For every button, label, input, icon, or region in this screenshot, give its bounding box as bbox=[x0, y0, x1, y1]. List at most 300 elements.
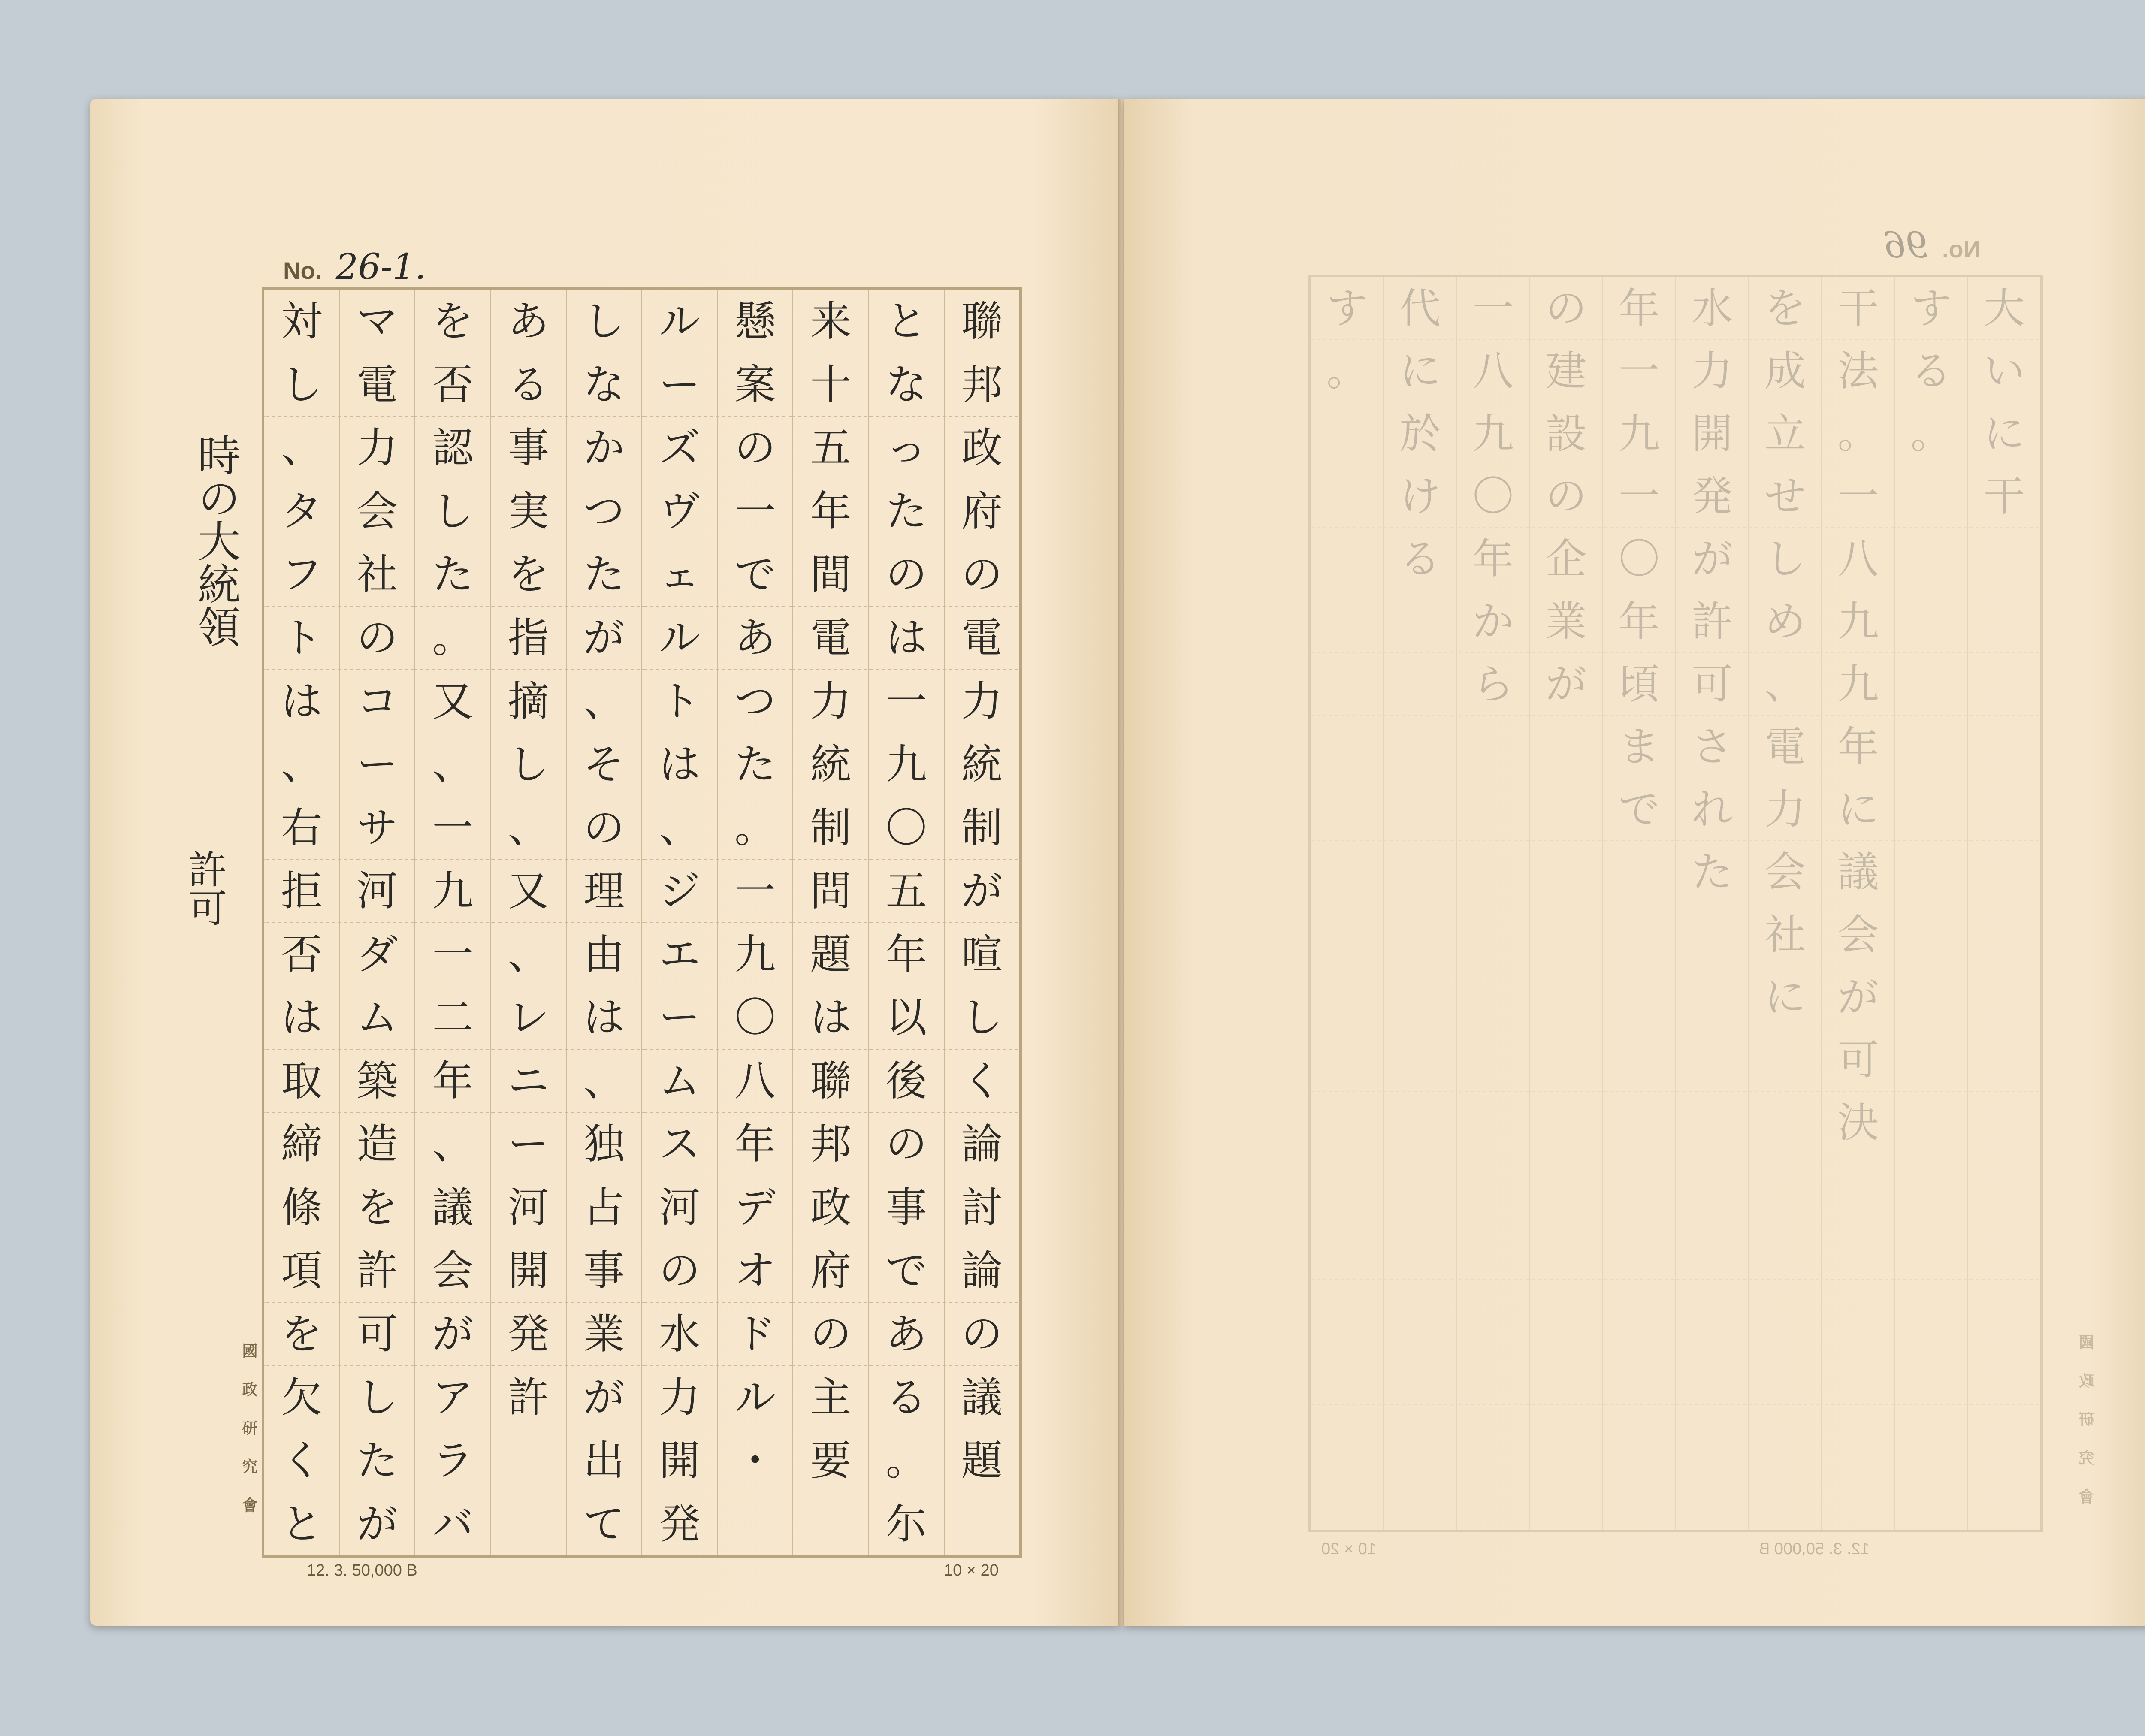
left-page-number bbox=[283, 247, 426, 287]
manuscript-cell bbox=[491, 353, 566, 417]
manuscript-cell bbox=[264, 1239, 339, 1303]
manuscript-cell bbox=[1968, 1342, 2040, 1405]
manuscript-cell bbox=[1749, 465, 1821, 528]
manuscript-cell bbox=[1457, 653, 1529, 716]
manuscript-cell bbox=[340, 1239, 414, 1303]
handwritten-char: 制 bbox=[961, 803, 1003, 852]
handwritten-char: 要 bbox=[810, 1437, 852, 1485]
publisher-stamp: 國政研究會 bbox=[240, 1343, 258, 1536]
handwritten-char: 事 bbox=[508, 424, 549, 472]
handwritten-char: を bbox=[508, 550, 549, 599]
manuscript-cell bbox=[264, 860, 339, 923]
handwritten-char: 力 bbox=[356, 424, 398, 472]
handwritten-char: 摘 bbox=[508, 677, 549, 725]
manuscript-cell bbox=[1457, 1342, 1529, 1405]
handwritten-char: 拒 bbox=[281, 867, 323, 915]
manuscript-cell bbox=[1749, 1029, 1821, 1092]
manuscript-cell bbox=[869, 1050, 944, 1113]
handwritten-char: 〇 bbox=[1618, 534, 1660, 583]
handwritten-char: 、 bbox=[659, 803, 701, 852]
handwritten-char: が bbox=[432, 1310, 474, 1359]
manuscript-cell bbox=[869, 1492, 944, 1555]
manuscript-cell bbox=[1749, 1092, 1821, 1154]
manuscript-cell bbox=[1749, 903, 1821, 966]
manuscript-cell bbox=[1749, 1154, 1821, 1217]
handwritten-char: ・ bbox=[734, 1437, 776, 1485]
manuscript-cell bbox=[1384, 778, 1456, 841]
handwritten-char: 、 bbox=[508, 803, 549, 852]
manuscript-cell bbox=[1384, 277, 1456, 340]
handwritten-char: な bbox=[583, 360, 625, 409]
manuscript-cell bbox=[1530, 716, 1602, 778]
handwritten-char: コ bbox=[356, 677, 398, 725]
handwritten-char: 九 bbox=[1837, 660, 1879, 708]
manuscript-cell bbox=[718, 923, 792, 986]
handwritten-char: 実 bbox=[508, 487, 549, 535]
manuscript-cell bbox=[1530, 1029, 1602, 1092]
manuscript-cell bbox=[793, 1239, 868, 1303]
handwritten-char: ド bbox=[734, 1310, 776, 1359]
handwritten-char: 於 bbox=[1399, 409, 1441, 458]
handwritten-char: 。 bbox=[734, 803, 776, 852]
handwritten-char: 九 bbox=[734, 930, 776, 978]
handwritten-char: 、 bbox=[281, 740, 323, 789]
manuscript-cell bbox=[491, 1050, 566, 1113]
manuscript-cell bbox=[642, 543, 717, 607]
handwritten-char: デ bbox=[734, 1183, 776, 1232]
manuscript-cell bbox=[1530, 1467, 1602, 1530]
handwritten-char: 事 bbox=[885, 1183, 927, 1232]
handwritten-char: 年 bbox=[1618, 284, 1660, 332]
manuscript-cell bbox=[1384, 1342, 1456, 1405]
handwritten-char: 会 bbox=[1837, 910, 1879, 959]
manuscript-cell bbox=[642, 1303, 717, 1366]
manuscript-cell bbox=[718, 543, 792, 607]
manuscript-cell bbox=[793, 1113, 868, 1176]
manuscript-cell bbox=[1749, 590, 1821, 653]
manuscript-cell bbox=[1530, 903, 1602, 966]
manuscript-cell bbox=[1676, 1154, 1748, 1217]
manuscript-cell bbox=[1749, 716, 1821, 778]
handwritten-char: た bbox=[1692, 848, 1733, 896]
manuscript-cell bbox=[1822, 1092, 1894, 1154]
handwritten-char: な bbox=[885, 360, 927, 409]
handwritten-char: 開 bbox=[659, 1437, 701, 1485]
handwritten-char: る bbox=[885, 1373, 927, 1422]
handwritten-char: 成 bbox=[1764, 347, 1806, 395]
manuscript-cell bbox=[415, 796, 490, 860]
handwritten-char: マ bbox=[356, 297, 398, 346]
handwritten-char: 干 bbox=[1837, 284, 1879, 332]
manuscript-cell bbox=[491, 1113, 566, 1176]
manuscript-cell bbox=[1676, 716, 1748, 778]
manuscript-cell bbox=[1895, 1029, 1967, 1092]
handwritten-char: 九 bbox=[432, 867, 474, 915]
manuscript-cell bbox=[1311, 1217, 1383, 1280]
handwritten-char: 右 bbox=[281, 803, 323, 852]
handwritten-char: し bbox=[961, 993, 1003, 1042]
manuscript-cell bbox=[718, 1239, 792, 1303]
handwritten-char: 築 bbox=[356, 1057, 398, 1105]
manuscript-cell bbox=[793, 1366, 868, 1429]
handwritten-char: 会 bbox=[1764, 848, 1806, 896]
handwritten-char: た bbox=[734, 740, 776, 789]
manuscript-cell bbox=[718, 1176, 792, 1240]
handwritten-char: 一 bbox=[432, 803, 474, 852]
handwritten-char: 電 bbox=[810, 614, 852, 662]
handwritten-char: 八 bbox=[1837, 534, 1879, 583]
manuscript-cell bbox=[264, 607, 339, 670]
manuscript-cell bbox=[1603, 465, 1675, 528]
manuscript-cell bbox=[340, 1050, 414, 1113]
manuscript-cell bbox=[1311, 653, 1383, 716]
manuscript-cell bbox=[1895, 1280, 1967, 1342]
handwritten-char: た bbox=[432, 550, 474, 599]
manuscript-cell bbox=[1822, 841, 1894, 903]
handwritten-char: せ bbox=[1764, 472, 1806, 520]
manuscript-cell bbox=[1895, 1092, 1967, 1154]
manuscript-cell bbox=[642, 607, 717, 670]
manuscript-cell bbox=[1311, 1029, 1383, 1092]
manuscript-cell bbox=[1311, 716, 1383, 778]
handwritten-char: 許 bbox=[508, 1373, 549, 1422]
manuscript-cell bbox=[945, 1303, 1019, 1366]
manuscript-column bbox=[1894, 277, 1967, 1530]
manuscript-cell bbox=[1311, 465, 1383, 528]
manuscript-column bbox=[339, 290, 414, 1555]
manuscript-cell bbox=[491, 860, 566, 923]
manuscript-column bbox=[1529, 277, 1602, 1530]
manuscript-cell bbox=[491, 480, 566, 543]
manuscript-cell bbox=[1603, 1405, 1675, 1467]
manuscript-cell bbox=[567, 1492, 641, 1555]
handwritten-char: 否 bbox=[281, 930, 323, 978]
handwritten-char: 、 bbox=[583, 677, 625, 725]
manuscript-cell bbox=[567, 353, 641, 417]
handwritten-char: 五 bbox=[810, 424, 852, 472]
manuscript-cell bbox=[1968, 1217, 2040, 1280]
handwritten-char: 年 bbox=[432, 1057, 474, 1105]
handwritten-char: 電 bbox=[1764, 722, 1806, 771]
manuscript-cell bbox=[869, 733, 944, 797]
handwritten-char: 邦 bbox=[810, 1120, 852, 1168]
handwritten-char: 社 bbox=[356, 550, 398, 599]
manuscript-cell bbox=[1603, 653, 1675, 716]
manuscript-cell bbox=[491, 733, 566, 797]
handwritten-char: エ bbox=[659, 930, 701, 978]
manuscript-cell bbox=[793, 860, 868, 923]
manuscript-cell bbox=[1676, 778, 1748, 841]
manuscript-cell bbox=[1530, 1154, 1602, 1217]
manuscript-cell bbox=[1603, 966, 1675, 1029]
manuscript-cell bbox=[945, 1113, 1019, 1176]
manuscript-cell bbox=[1822, 966, 1894, 1029]
handwritten-char: 対 bbox=[281, 297, 323, 346]
handwritten-char: 政 bbox=[810, 1183, 852, 1232]
manuscript-cell bbox=[567, 1429, 641, 1493]
manuscript-cell bbox=[1822, 277, 1894, 340]
manuscript-cell bbox=[945, 1492, 1019, 1555]
manuscript-cell bbox=[415, 1239, 490, 1303]
manuscript-cell bbox=[1968, 465, 2040, 528]
handwritten-char: 設 bbox=[1545, 409, 1587, 458]
handwritten-char: し bbox=[281, 360, 323, 409]
handwritten-char: そ bbox=[583, 740, 625, 789]
handwritten-char: 尓 bbox=[885, 1500, 927, 1548]
manuscript-cell bbox=[415, 1303, 490, 1366]
manuscript-cell bbox=[264, 1429, 339, 1493]
manuscript-cell bbox=[1530, 1280, 1602, 1342]
manuscript-cell bbox=[567, 986, 641, 1050]
manuscript-cell bbox=[567, 290, 641, 353]
manuscript-cell bbox=[1311, 402, 1383, 465]
grid-size-label-reverse: 10 × 20 bbox=[1321, 1540, 1376, 1558]
handwritten-char: 力 bbox=[961, 677, 1003, 725]
handwritten-char: 年 bbox=[885, 930, 927, 978]
manuscript-cell bbox=[1530, 1405, 1602, 1467]
manuscript-cell bbox=[1895, 1342, 1967, 1405]
manuscript-cell bbox=[1530, 1217, 1602, 1280]
manuscript-cell bbox=[1603, 1092, 1675, 1154]
manuscript-cell bbox=[1676, 841, 1748, 903]
handwritten-char: 電 bbox=[356, 360, 398, 409]
print-info: 12. 3. 50,000 B bbox=[307, 1561, 417, 1579]
handwritten-char: 主 bbox=[810, 1373, 852, 1422]
manuscript-cell bbox=[1384, 340, 1456, 402]
manuscript-cell bbox=[1749, 340, 1821, 402]
manuscript-cell bbox=[415, 290, 490, 353]
handwritten-char: 。 bbox=[1910, 409, 1952, 458]
manuscript-cell bbox=[491, 417, 566, 480]
handwritten-char: 題 bbox=[961, 1437, 1003, 1485]
manuscript-cell bbox=[1457, 1029, 1529, 1092]
handwritten-char: 認 bbox=[432, 424, 474, 472]
manuscript-cell bbox=[1895, 716, 1967, 778]
handwritten-char: に bbox=[1983, 409, 2025, 458]
manuscript-cell bbox=[340, 1366, 414, 1429]
manuscript-cell bbox=[1822, 1405, 1894, 1467]
handwritten-char: つ bbox=[583, 487, 625, 535]
handwritten-char: ー bbox=[356, 740, 398, 789]
manuscript-cell bbox=[1530, 340, 1602, 402]
handwritten-char: ー bbox=[659, 360, 701, 409]
manuscript-cell bbox=[1895, 1467, 1967, 1530]
margin-note-president: 時の大統領 bbox=[190, 433, 241, 648]
manuscript-cell bbox=[1749, 1217, 1821, 1280]
manuscript-cell bbox=[1895, 1217, 1967, 1280]
handwritten-char: 。 bbox=[432, 614, 474, 662]
manuscript-column bbox=[1602, 277, 1675, 1530]
manuscript-column bbox=[641, 290, 717, 1555]
manuscript-cell bbox=[793, 923, 868, 986]
manuscript-cell bbox=[1749, 653, 1821, 716]
manuscript-cell bbox=[340, 860, 414, 923]
manuscript-cell bbox=[340, 543, 414, 607]
margin-note-permission: 許可 bbox=[181, 849, 227, 927]
manuscript-cell bbox=[1457, 716, 1529, 778]
manuscript-cell bbox=[264, 1303, 339, 1366]
handwritten-char: 府 bbox=[810, 1247, 852, 1295]
manuscript-cell bbox=[491, 1239, 566, 1303]
handwritten-char: 、 bbox=[281, 424, 323, 472]
handwritten-char: し bbox=[508, 740, 549, 789]
manuscript-cell bbox=[945, 670, 1019, 733]
manuscript-cell bbox=[718, 353, 792, 417]
manuscript-cell bbox=[1311, 841, 1383, 903]
manuscript-cell bbox=[718, 480, 792, 543]
manuscript-cell bbox=[567, 480, 641, 543]
handwritten-char: 制 bbox=[810, 803, 852, 852]
handwritten-char: 府 bbox=[961, 487, 1003, 535]
handwritten-char: 会 bbox=[356, 487, 398, 535]
manuscript-cell bbox=[1457, 402, 1529, 465]
handwritten-char: あ bbox=[885, 1310, 927, 1359]
manuscript-grid bbox=[262, 287, 1022, 1558]
manuscript-cell bbox=[1676, 402, 1748, 465]
handwritten-char: は bbox=[810, 993, 852, 1042]
handwritten-char: 。 bbox=[1837, 409, 1879, 458]
manuscript-cell bbox=[718, 733, 792, 797]
manuscript-cell bbox=[1749, 1280, 1821, 1342]
manuscript-cell bbox=[1457, 1154, 1529, 1217]
manuscript-cell bbox=[642, 1429, 717, 1493]
handwritten-char: 一 bbox=[734, 487, 776, 535]
handwritten-char: 九 bbox=[1837, 597, 1879, 646]
handwritten-char: ら bbox=[1472, 660, 1514, 708]
manuscript-cell bbox=[945, 733, 1019, 797]
manuscript-cell bbox=[415, 353, 490, 417]
manuscript-cell bbox=[340, 986, 414, 1050]
handwritten-char: は bbox=[659, 740, 701, 789]
handwritten-char: か bbox=[583, 424, 625, 472]
manuscript-cell bbox=[1968, 1029, 2040, 1092]
right-page-number bbox=[1883, 225, 1981, 266]
handwritten-char: 一 bbox=[1837, 472, 1879, 520]
handwritten-char: る bbox=[1910, 347, 1952, 395]
handwritten-char: 開 bbox=[508, 1247, 549, 1295]
handwritten-char: が bbox=[356, 1500, 398, 1548]
handwritten-char: 一 bbox=[1618, 472, 1660, 520]
handwritten-char: 欠 bbox=[281, 1373, 323, 1422]
manuscript-cell bbox=[869, 1239, 944, 1303]
manuscript-cell bbox=[945, 480, 1019, 543]
show-through-grid bbox=[1308, 275, 2043, 1532]
manuscript-cell bbox=[491, 670, 566, 733]
manuscript-cell bbox=[642, 480, 717, 543]
handwritten-char: 又 bbox=[432, 677, 474, 725]
manuscript-cell bbox=[1311, 1092, 1383, 1154]
manuscript-cell bbox=[1968, 340, 2040, 402]
handwritten-char: 大 bbox=[1983, 284, 2025, 332]
handwritten-char: ル bbox=[734, 1373, 776, 1422]
handwritten-char: 九 bbox=[1472, 409, 1514, 458]
manuscript-cell bbox=[945, 1239, 1019, 1303]
manuscript-cell bbox=[945, 923, 1019, 986]
handwritten-char: は bbox=[583, 993, 625, 1042]
manuscript-cell bbox=[1968, 528, 2040, 590]
manuscript-cell bbox=[491, 986, 566, 1050]
manuscript-cell bbox=[1968, 1092, 2040, 1154]
handwritten-char: 発 bbox=[508, 1310, 549, 1359]
handwritten-char: オ bbox=[734, 1247, 776, 1295]
manuscript-cell bbox=[718, 1429, 792, 1493]
manuscript-cell bbox=[1676, 1467, 1748, 1530]
manuscript-cell bbox=[415, 986, 490, 1050]
manuscript-cell bbox=[1676, 1029, 1748, 1092]
manuscript-cell bbox=[264, 353, 339, 417]
handwritten-char: 討 bbox=[961, 1183, 1003, 1232]
manuscript-cell bbox=[1384, 590, 1456, 653]
handwritten-char: ト bbox=[281, 614, 323, 662]
manuscript-cell bbox=[415, 1429, 490, 1493]
handwritten-char: 決 bbox=[1837, 1099, 1879, 1147]
handwritten-char: 一 bbox=[1472, 284, 1514, 332]
manuscript-cell bbox=[567, 1239, 641, 1303]
manuscript-cell bbox=[1457, 1092, 1529, 1154]
manuscript-cell bbox=[1457, 528, 1529, 590]
handwritten-char: た bbox=[583, 550, 625, 599]
manuscript-column bbox=[264, 290, 339, 1555]
left-page bbox=[90, 99, 1120, 1626]
manuscript-cell bbox=[415, 733, 490, 797]
manuscript-cell bbox=[1384, 465, 1456, 528]
manuscript-cell bbox=[567, 1113, 641, 1176]
manuscript-cell bbox=[415, 607, 490, 670]
handwritten-char: 締 bbox=[281, 1120, 323, 1168]
handwritten-char: 河 bbox=[659, 1183, 701, 1232]
manuscript-cell bbox=[264, 733, 339, 797]
manuscript-cell bbox=[793, 417, 868, 480]
manuscript-cell bbox=[1603, 1280, 1675, 1342]
handwritten-char: 一 bbox=[1618, 347, 1660, 395]
handwritten-char: を bbox=[1764, 284, 1806, 332]
manuscript-cell bbox=[1457, 340, 1529, 402]
manuscript-column bbox=[1967, 277, 2040, 1530]
manuscript-cell bbox=[264, 417, 339, 480]
handwritten-char: は bbox=[281, 993, 323, 1042]
handwritten-char: 政 bbox=[961, 424, 1003, 472]
handwritten-char: 頃 bbox=[1618, 660, 1660, 708]
handwritten-char: け bbox=[1399, 472, 1441, 520]
manuscript-cell bbox=[1311, 1154, 1383, 1217]
manuscript-column bbox=[1675, 277, 1748, 1530]
handwritten-char: 五 bbox=[885, 867, 927, 915]
manuscript-cell bbox=[1895, 528, 1967, 590]
manuscript-cell bbox=[415, 543, 490, 607]
handwritten-char: 法 bbox=[1837, 347, 1879, 395]
handwritten-char: に bbox=[1837, 785, 1879, 833]
manuscript-cell bbox=[1822, 1154, 1894, 1217]
manuscript-cell bbox=[1968, 1405, 2040, 1467]
handwritten-char: 立 bbox=[1764, 409, 1806, 458]
manuscript-cell bbox=[340, 1492, 414, 1555]
handwritten-char: の bbox=[810, 1310, 852, 1359]
manuscript-cell bbox=[264, 1176, 339, 1240]
manuscript-cell bbox=[1895, 966, 1967, 1029]
handwritten-char: 統 bbox=[810, 740, 852, 789]
manuscript-cell bbox=[1676, 1280, 1748, 1342]
manuscript-cell bbox=[1530, 653, 1602, 716]
manuscript-cell bbox=[567, 1050, 641, 1113]
manuscript-cell bbox=[1603, 590, 1675, 653]
handwritten-char: 力 bbox=[810, 677, 852, 725]
handwritten-char: つ bbox=[734, 677, 776, 725]
handwritten-char: 、 bbox=[432, 740, 474, 789]
manuscript-cell bbox=[491, 543, 566, 607]
handwritten-char: 〇 bbox=[734, 993, 776, 1042]
handwritten-char: が bbox=[1692, 534, 1733, 583]
manuscript-cell bbox=[1603, 528, 1675, 590]
